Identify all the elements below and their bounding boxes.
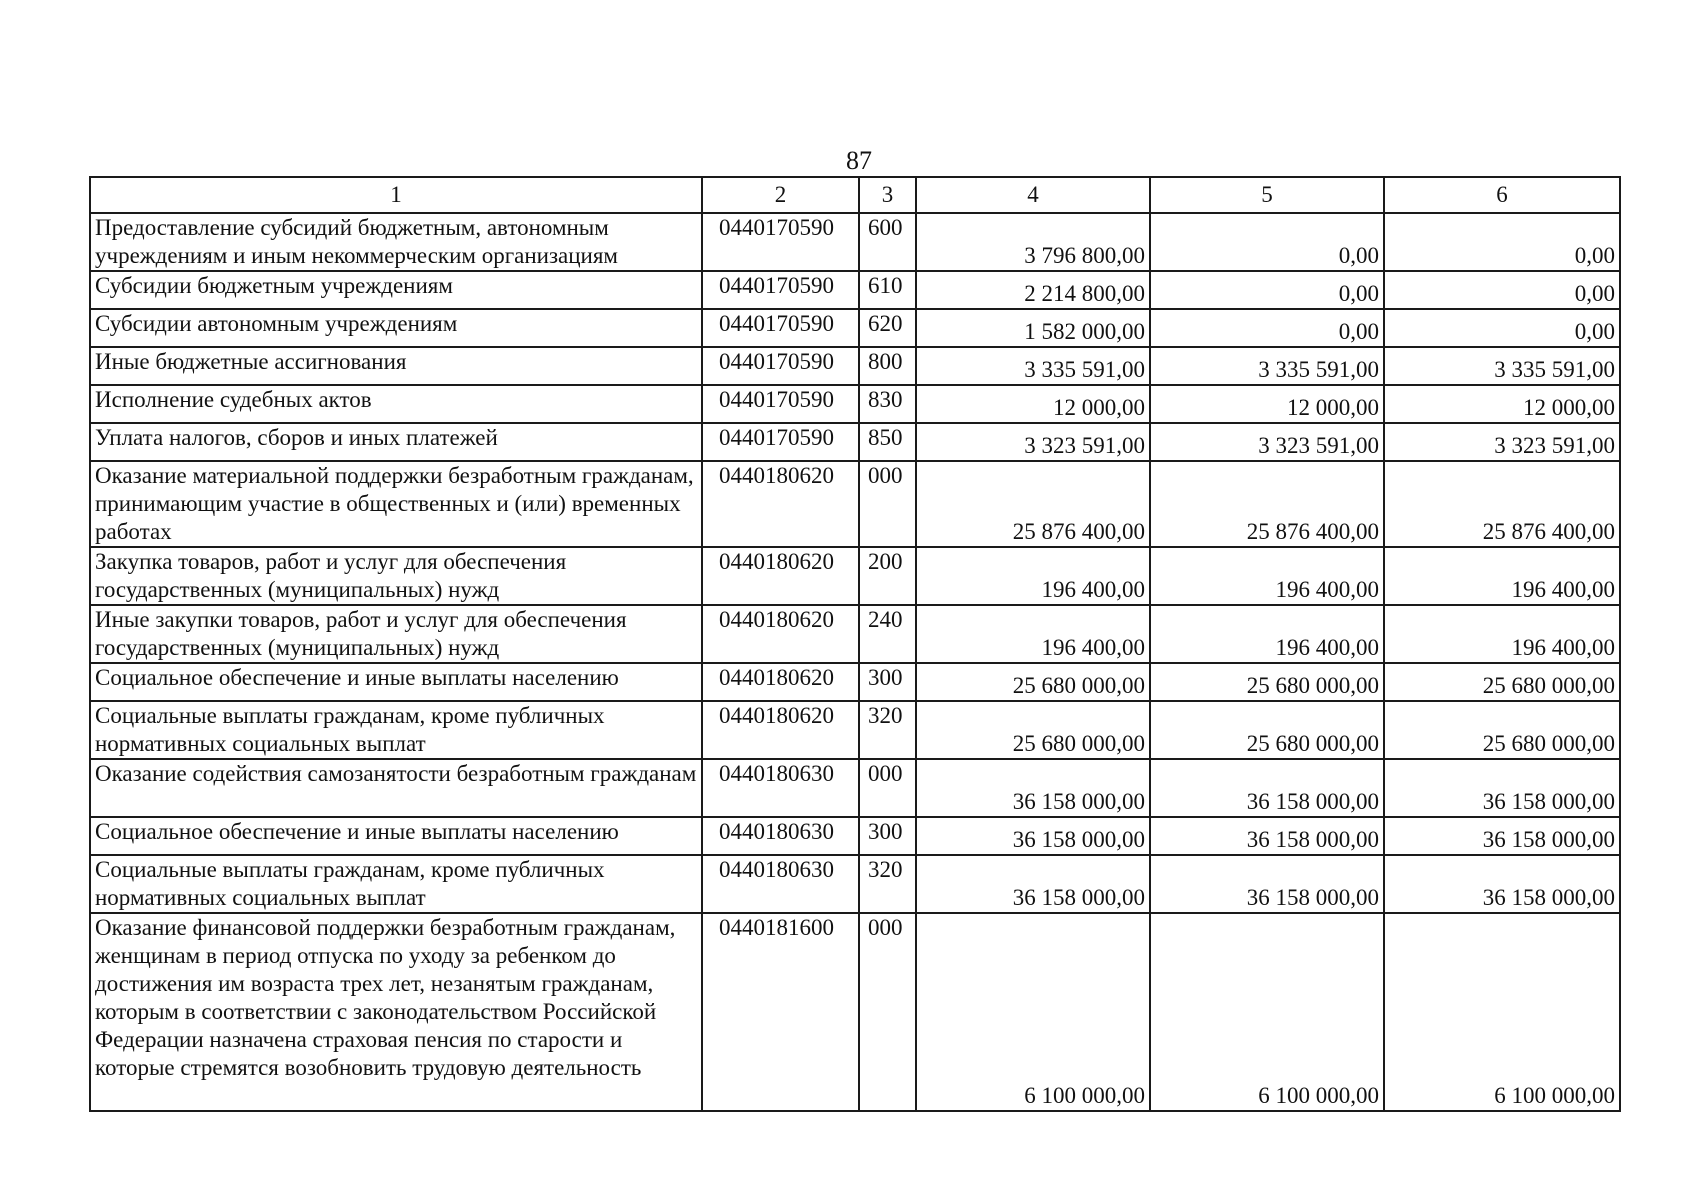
row-value-5: 0,00 (1150, 213, 1384, 271)
table-row (90, 759, 1620, 817)
row-value-4: 2 214 800,00 (916, 271, 1150, 309)
row-value-5: 0,00 (1150, 309, 1384, 347)
row-value-4: 36 158 000,00 (916, 759, 1150, 817)
row-kind: 300 (859, 663, 916, 701)
row-value-5: 36 158 000,00 (1150, 759, 1384, 817)
row-value-6: 25 680 000,00 (1384, 663, 1620, 701)
row-value-4: 25 876 400,00 (916, 461, 1150, 547)
row-kind: 600 (859, 213, 916, 271)
table-row (90, 347, 1620, 385)
table-row (90, 663, 1620, 701)
row-value-4: 3 323 591,00 (916, 423, 1150, 461)
table-row (90, 913, 1620, 1111)
row-kind: 610 (859, 271, 916, 309)
column-header: 5 (1150, 177, 1384, 213)
row-name: Оказание материальной поддержки безработным гражданам, принимающим участие в общественных и (или) временных работах (90, 461, 702, 547)
row-value-5: 196 400,00 (1150, 547, 1384, 605)
row-value-6: 196 400,00 (1384, 547, 1620, 605)
row-value-6: 36 158 000,00 (1384, 817, 1620, 855)
row-name: Субсидии бюджетным учреждениям (90, 271, 702, 309)
row-code: 0440180620 (702, 547, 859, 605)
row-name: Социальное обеспечение и иные выплаты населению (90, 817, 702, 855)
row-code: 0440180620 (702, 701, 859, 759)
row-value-6: 3 335 591,00 (1384, 347, 1620, 385)
row-value-6: 25 876 400,00 (1384, 461, 1620, 547)
row-value-5: 3 335 591,00 (1150, 347, 1384, 385)
row-value-4: 6 100 000,00 (916, 913, 1150, 1111)
row-value-5: 36 158 000,00 (1150, 855, 1384, 913)
table-row (90, 271, 1620, 309)
row-kind: 320 (859, 855, 916, 913)
table-row (90, 547, 1620, 605)
row-name: Социальное обеспечение и иные выплаты населению (90, 663, 702, 701)
row-name: Иные бюджетные ассигнования (90, 347, 702, 385)
column-header: 6 (1384, 177, 1620, 213)
row-value-5: 0,00 (1150, 271, 1384, 309)
row-value-6: 25 680 000,00 (1384, 701, 1620, 759)
row-kind: 000 (859, 759, 916, 817)
row-value-4: 1 582 000,00 (916, 309, 1150, 347)
row-name: Оказание содействия самозанятости безработным гражданам (90, 759, 702, 817)
row-kind: 830 (859, 385, 916, 423)
row-value-6: 0,00 (1384, 213, 1620, 271)
table-row (90, 701, 1620, 759)
row-value-6: 0,00 (1384, 271, 1620, 309)
budget-table (89, 176, 1621, 1112)
row-code: 0440180620 (702, 461, 859, 547)
row-value-6: 0,00 (1384, 309, 1620, 347)
row-kind: 800 (859, 347, 916, 385)
row-value-4: 12 000,00 (916, 385, 1150, 423)
column-header: 4 (916, 177, 1150, 213)
row-value-5: 36 158 000,00 (1150, 817, 1384, 855)
table-row (90, 817, 1620, 855)
row-value-5: 25 680 000,00 (1150, 701, 1384, 759)
row-name: Закупка товаров, работ и услуг для обеспечения государственных (муниципальных) нужд (90, 547, 702, 605)
table-row (90, 461, 1620, 547)
table-header-row (90, 177, 1620, 213)
row-value-4: 3 796 800,00 (916, 213, 1150, 271)
row-code: 0440180630 (702, 855, 859, 913)
row-code: 0440180620 (702, 663, 859, 701)
column-header: 2 (702, 177, 859, 213)
table-row (90, 385, 1620, 423)
row-value-4: 196 400,00 (916, 547, 1150, 605)
row-value-4: 196 400,00 (916, 605, 1150, 663)
row-name: Социальные выплаты гражданам, кроме публичных нормативных социальных выплат (90, 855, 702, 913)
row-value-6: 36 158 000,00 (1384, 855, 1620, 913)
row-value-5: 6 100 000,00 (1150, 913, 1384, 1111)
row-value-6: 3 323 591,00 (1384, 423, 1620, 461)
row-kind: 240 (859, 605, 916, 663)
row-value-4: 36 158 000,00 (916, 817, 1150, 855)
row-kind: 200 (859, 547, 916, 605)
row-code: 0440170590 (702, 385, 859, 423)
row-code: 0440180630 (702, 817, 859, 855)
row-value-5: 25 876 400,00 (1150, 461, 1384, 547)
row-kind: 620 (859, 309, 916, 347)
row-name: Исполнение судебных актов (90, 385, 702, 423)
table-row (90, 605, 1620, 663)
row-value-5: 12 000,00 (1150, 385, 1384, 423)
table-row (90, 855, 1620, 913)
table-row (90, 309, 1620, 347)
table-row (90, 213, 1620, 271)
row-code: 0440170590 (702, 347, 859, 385)
row-value-6: 6 100 000,00 (1384, 913, 1620, 1111)
row-name: Социальные выплаты гражданам, кроме публичных нормативных социальных выплат (90, 701, 702, 759)
row-code: 0440170590 (702, 213, 859, 271)
row-code: 0440180620 (702, 605, 859, 663)
row-value-4: 36 158 000,00 (916, 855, 1150, 913)
row-kind: 850 (859, 423, 916, 461)
page-number: 87 (846, 146, 872, 175)
row-code: 0440170590 (702, 309, 859, 347)
column-header: 3 (859, 177, 916, 213)
row-code: 0440180630 (702, 759, 859, 817)
row-name: Уплата налогов, сборов и иных платежей (90, 423, 702, 461)
row-value-4: 3 335 591,00 (916, 347, 1150, 385)
row-value-6: 36 158 000,00 (1384, 759, 1620, 817)
row-kind: 320 (859, 701, 916, 759)
row-name: Иные закупки товаров, работ и услуг для обеспечения государственных (муниципальных) нужд (90, 605, 702, 663)
row-kind: 000 (859, 461, 916, 547)
row-value-5: 3 323 591,00 (1150, 423, 1384, 461)
row-name: Субсидии автономным учреждениям (90, 309, 702, 347)
row-value-6: 12 000,00 (1384, 385, 1620, 423)
column-header: 1 (90, 177, 702, 213)
row-code: 0440181600 (702, 913, 859, 1111)
row-value-4: 25 680 000,00 (916, 701, 1150, 759)
row-kind: 000 (859, 913, 916, 1111)
row-value-5: 25 680 000,00 (1150, 663, 1384, 701)
table-row (90, 423, 1620, 461)
row-kind: 300 (859, 817, 916, 855)
row-name: Оказание финансовой поддержки безработным гражданам, женщинам в период отпуска по уходу за ребенком до достижения им возраста трех лет, незанятым гражданам, которым в соответствии с законодательством Российской Федерации назначена страховая пенсия по старости и которые стремятся возобновить трудовую деятельность (90, 913, 702, 1111)
row-name: Предоставление субсидий бюджетным, автономным учреждениям и иным некоммерческим организациям (90, 213, 702, 271)
row-code: 0440170590 (702, 423, 859, 461)
row-code: 0440170590 (702, 271, 859, 309)
row-value-5: 196 400,00 (1150, 605, 1384, 663)
row-value-4: 25 680 000,00 (916, 663, 1150, 701)
row-value-6: 196 400,00 (1384, 605, 1620, 663)
